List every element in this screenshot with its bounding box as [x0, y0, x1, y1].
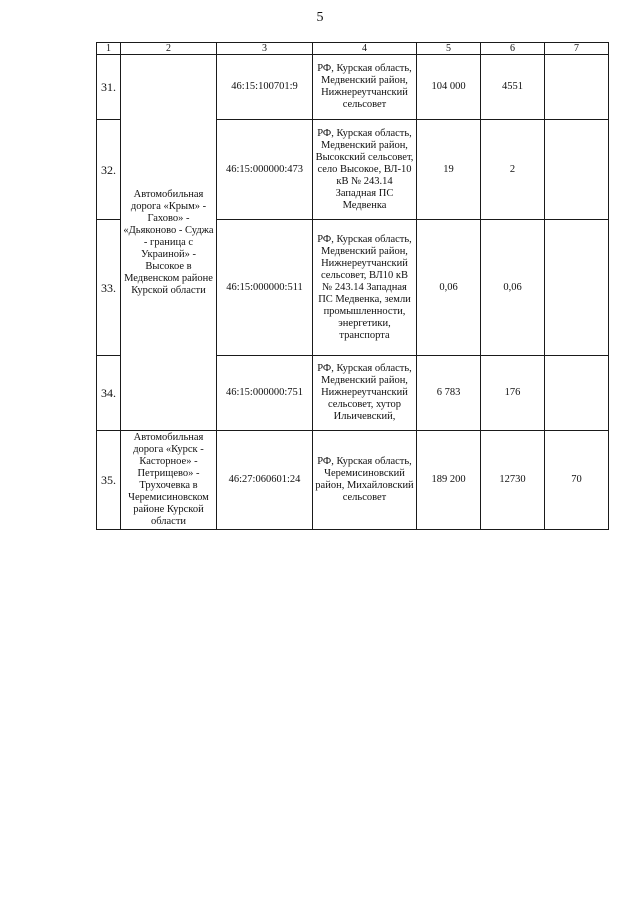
column-numbers-row — [97, 43, 609, 55]
area-cell: 19 — [417, 120, 481, 220]
column-header: 3 — [217, 43, 313, 55]
location-cell: РФ, Курская область, Медвенский район, Нижнереутчанский сельсовет, ВЛ10 кВ № 243.14 Западная ПС Медвенка, земли промышленности, энергетики, транспорта — [313, 220, 417, 356]
value-cell: 0,06 — [481, 220, 545, 356]
cadastral-number-cell: 46:15:000000:751 — [217, 356, 313, 431]
area-cell: 189 200 — [417, 431, 481, 530]
value-cell: 12730 — [481, 431, 545, 530]
table-row — [97, 55, 609, 120]
location-cell: РФ, Курская область, Медвенский район, Нижнереутчанский сельсовет, хутор Ильичевский, — [313, 356, 417, 431]
column-header: 5 — [417, 43, 481, 55]
location-cell: РФ, Курская область, Медвенский район, Нижнереутчанский сельсовет — [313, 55, 417, 120]
cadastral-number-cell: 46:15:000000:511 — [217, 220, 313, 356]
cadastral-number-cell: 46:15:100701:9 — [217, 55, 313, 120]
column-header: 7 — [545, 43, 609, 55]
area-cell: 104 000 — [417, 55, 481, 120]
row-number: 31. — [97, 55, 121, 120]
value-cell — [545, 55, 609, 120]
row-number: 34. — [97, 356, 121, 431]
value-cell: 2 — [481, 120, 545, 220]
road-name-cell: Автомобильная дорога «Крым» - Гахово» - «Дьяконово - Суджа - граница с Украиной» - Высокое в Медвенском районе Курской области — [121, 55, 217, 431]
table-row — [97, 431, 609, 530]
value-cell — [545, 120, 609, 220]
value-cell — [545, 356, 609, 431]
road-name-cell: Автомобильная дорога «Курск - Касторное» - Петрищево» - Трухочевка в Черемисиновском районе Курской области — [121, 431, 217, 530]
value-cell: 176 — [481, 356, 545, 431]
page-number: 5 — [316, 10, 324, 25]
column-header: 4 — [313, 43, 417, 55]
location-cell: РФ, Курская область, Черемисиновский район, Михайловский сельсовет — [313, 431, 417, 530]
row-number: 35. — [97, 431, 121, 530]
column-header: 1 — [97, 43, 121, 55]
value-cell — [545, 220, 609, 356]
area-cell: 6 783 — [417, 356, 481, 431]
area-cell: 0,06 — [417, 220, 481, 356]
row-number: 32. — [97, 120, 121, 220]
cadastral-number-cell: 46:27:060601:24 — [217, 431, 313, 530]
value-cell: 4551 — [481, 55, 545, 120]
column-header: 2 — [121, 43, 217, 55]
land-plots-table — [96, 42, 609, 530]
column-header: 6 — [481, 43, 545, 55]
cadastral-number-cell: 46:15:000000:473 — [217, 120, 313, 220]
location-cell: РФ, Курская область, Медвенский район, Высокский сельсовет, село Высокое, ВЛ-10 кВ № 243.14 Западная ПС Медвенка — [313, 120, 417, 220]
row-number: 33. — [97, 220, 121, 356]
value-cell: 70 — [545, 431, 609, 530]
